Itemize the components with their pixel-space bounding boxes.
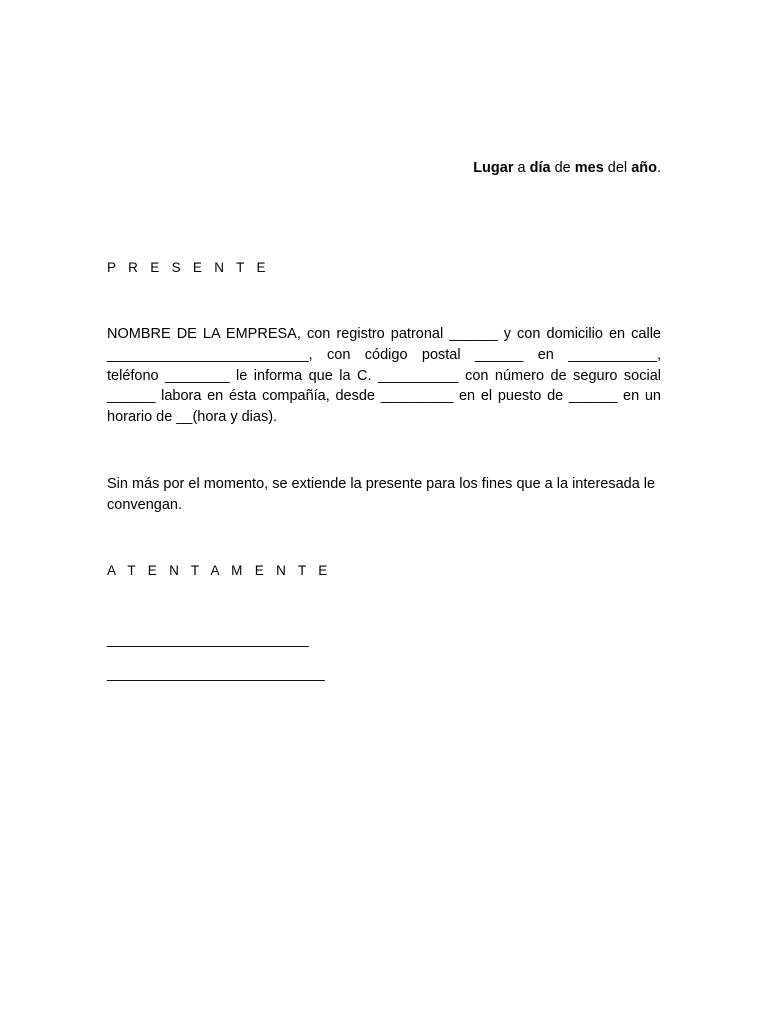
signature-line-2: ___________________________ bbox=[107, 666, 325, 682]
closing-heading: A T E N T A M E N T E bbox=[107, 563, 332, 578]
date-connector-a: a bbox=[513, 160, 530, 176]
paragraph-line: _________________________, con código postal ______ en ___________, bbox=[107, 346, 661, 363]
date-place: Lugar bbox=[473, 160, 514, 176]
date-connector-de: de bbox=[550, 160, 575, 176]
date-day: día bbox=[529, 160, 551, 176]
body-paragraph-2: Sin más por el momento, se extiende la presente para los fines que a la interesada le convengan. bbox=[107, 476, 656, 513]
date-connector-del: del bbox=[603, 160, 632, 176]
paragraph-line: teléfono ________ le informa que la C. __________ con número de seguro social bbox=[107, 367, 661, 384]
date-period: . bbox=[656, 160, 661, 176]
date-month: mes bbox=[574, 160, 604, 176]
date-year: año bbox=[631, 160, 657, 176]
salutation-heading: P R E S E N T E bbox=[107, 260, 270, 275]
date-line bbox=[473, 158, 661, 178]
signature-line-1: _________________________ bbox=[107, 632, 309, 648]
paragraph-line: ______ labora en ésta compañía, desde _________ en el puesto de ______ en un bbox=[107, 388, 661, 405]
paragraph-line: horario de __(hora y dias). bbox=[107, 409, 278, 426]
body-paragraph-1 bbox=[107, 324, 661, 428]
paragraph-line: NOMBRE DE LA EMPRESA, con registro patronal ______ y con domicilio en calle bbox=[107, 326, 661, 342]
